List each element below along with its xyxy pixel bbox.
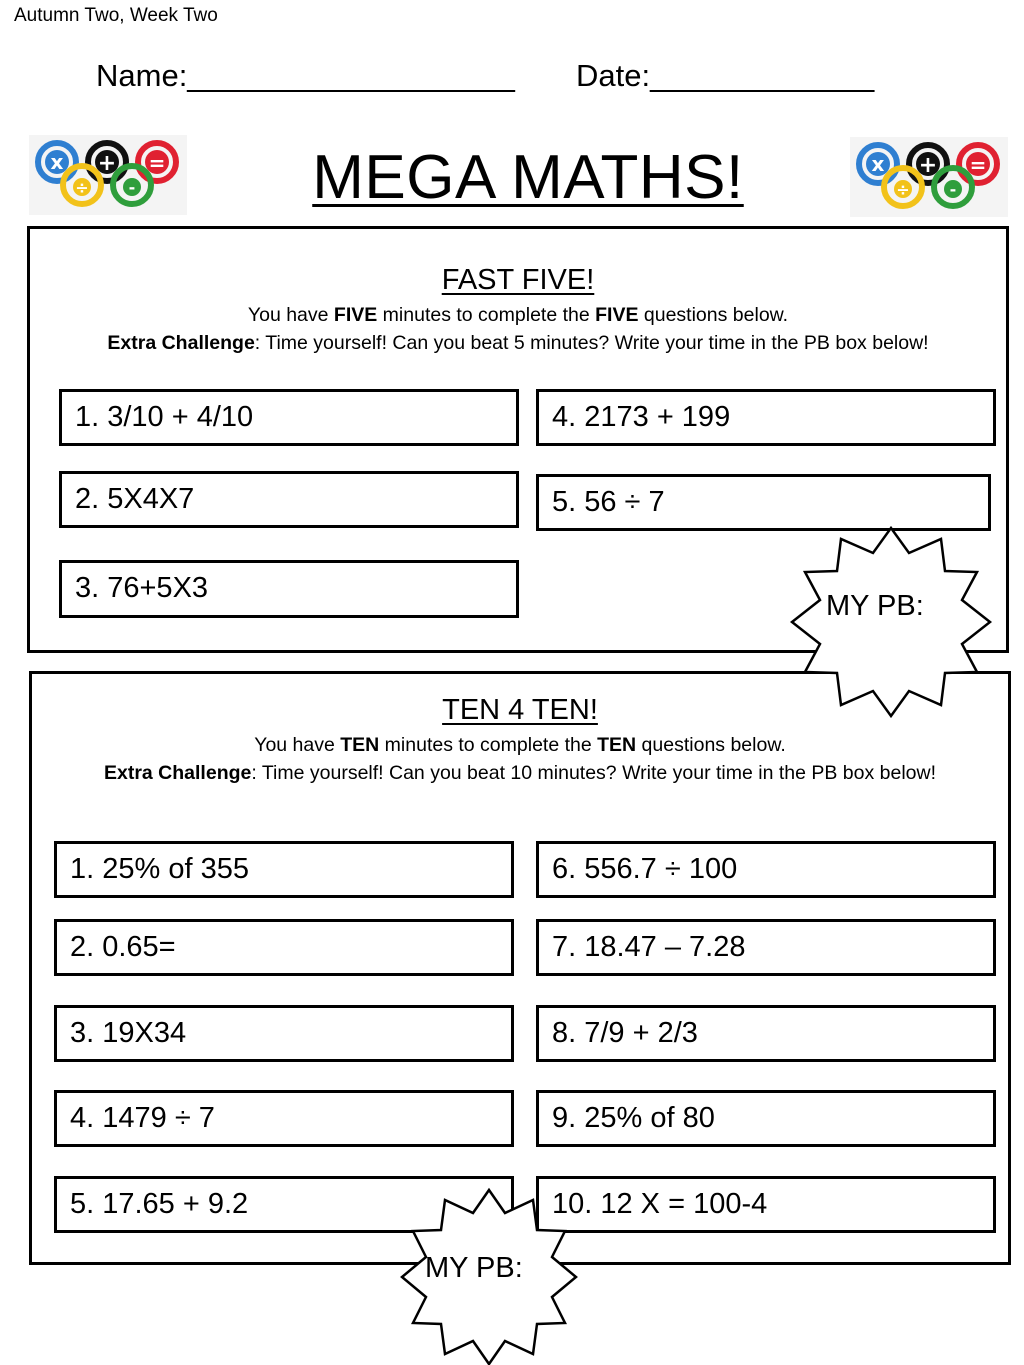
fast-five-question-5[interactable]: 5. 56 ÷ 7	[536, 474, 991, 531]
page-title: MEGA MATHS!	[312, 143, 744, 212]
ten-4-ten-question-5[interactable]: 5. 17.65 + 9.2	[54, 1176, 514, 1233]
ten-4-ten-question-7[interactable]: 7. 18.47 – 7.28	[536, 919, 996, 976]
fast-five-challenge: Extra Challenge: Time yourself! Can you beat 5 minutes? Write your time in the PB box below!	[107, 332, 929, 354]
ten-4-ten-question-8[interactable]: 8. 7/9 + 2/3	[536, 1005, 996, 1062]
svg-text:÷: ÷	[896, 180, 910, 199]
fast-five-heading: FAST FIVE!	[441, 264, 595, 296]
svg-text:=: =	[148, 151, 166, 175]
svg-text:+: +	[918, 153, 938, 178]
olympic-maths-rings-icon	[850, 137, 1008, 217]
fast-five-question-1[interactable]: 1. 3/10 + 4/10	[59, 389, 519, 446]
name-field[interactable]: Name:___________________	[96, 58, 515, 93]
ten-4-ten-question-3[interactable]: 3. 19X34	[54, 1005, 514, 1062]
svg-text:-: -	[949, 180, 957, 199]
fast-five-question-2[interactable]: 2. 5X4X7	[59, 471, 519, 528]
svg-text:x: x	[50, 150, 64, 174]
ten-4-ten-challenge: Extra Challenge: Time yourself! Can you beat 10 minutes? Write your time in the PB box below!	[103, 762, 937, 784]
olympic-maths-rings-icon	[29, 135, 187, 215]
svg-text:+: +	[97, 151, 117, 176]
ten-4-ten-heading: TEN 4 TEN!	[442, 694, 598, 726]
ten-4-ten-question-2[interactable]: 2. 0.65=	[54, 919, 514, 976]
week-label: Autumn Two, Week Two	[14, 5, 218, 26]
fast-five-instructions: You have FIVE minutes to complete the FIVE questions below.	[247, 304, 789, 326]
fast-five-question-4[interactable]: 4. 2173 + 199	[536, 389, 996, 446]
pb-label-fast-five: MY PB:	[826, 590, 924, 622]
svg-text:÷: ÷	[75, 178, 89, 197]
ten-4-ten-question-10[interactable]: 10. 12 X = 100-4	[536, 1176, 996, 1233]
ten-4-ten-instructions: You have TEN minutes to complete the TEN questions below.	[254, 734, 786, 756]
svg-text:-: -	[128, 178, 136, 197]
pb-label-ten-4-ten: MY PB:	[425, 1252, 523, 1284]
svg-text:x: x	[871, 152, 885, 176]
svg-text:=: =	[969, 153, 987, 177]
ten-4-ten-question-1[interactable]: 1. 25% of 355	[54, 841, 514, 898]
fast-five-question-3[interactable]: 3. 76+5X3	[59, 560, 519, 618]
ten-4-ten-question-6[interactable]: 6. 556.7 ÷ 100	[536, 841, 996, 898]
ten-4-ten-question-4[interactable]: 4. 1479 ÷ 7	[54, 1090, 514, 1147]
date-field[interactable]: Date:_____________	[576, 58, 875, 93]
ten-4-ten-question-9[interactable]: 9. 25% of 80	[536, 1090, 996, 1147]
